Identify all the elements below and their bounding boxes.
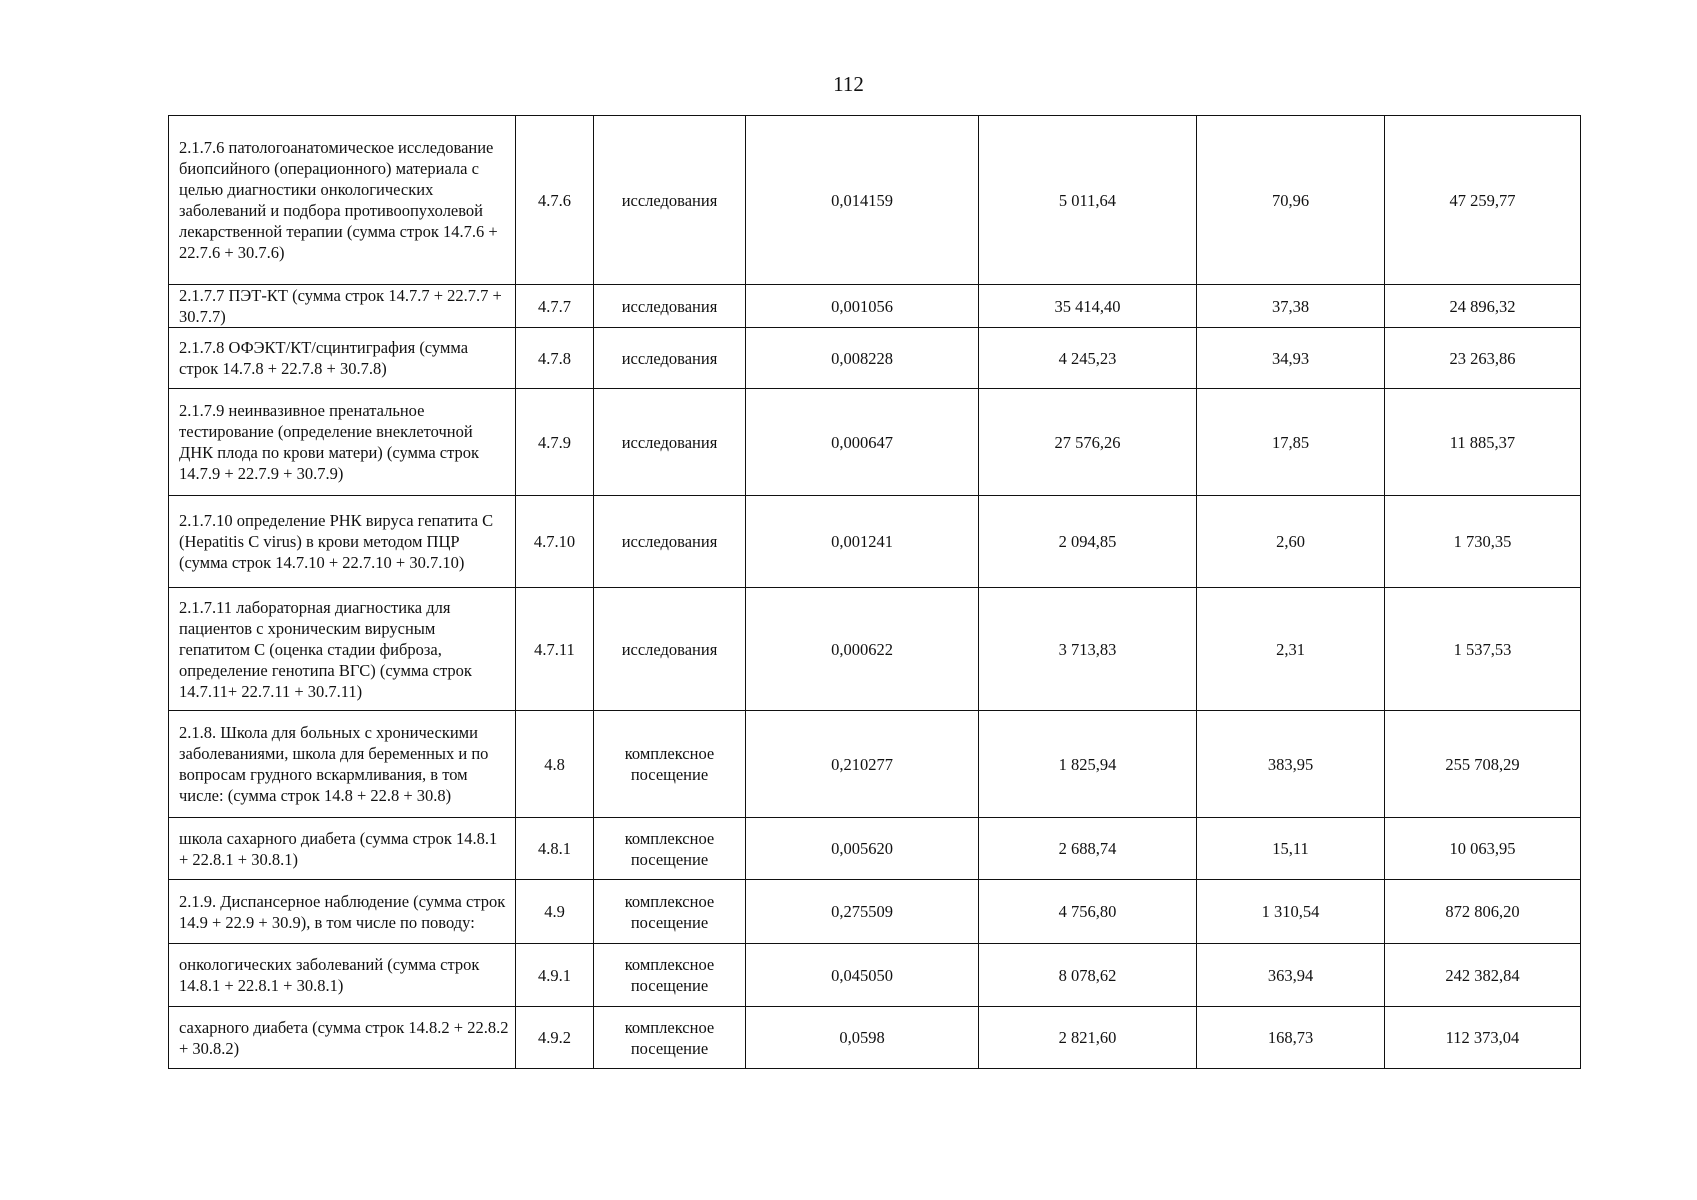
table-row — [169, 116, 1581, 285]
row-line-number: 4.7.8 — [516, 328, 594, 389]
row-norm: 0,014159 — [746, 116, 979, 285]
row-description: 2.1.7.7 ПЭТ-КТ (сумма строк 14.7.7 + 22.7.7 + 30.7.7) — [169, 285, 516, 328]
row-total: 112 373,04 — [1385, 1007, 1581, 1069]
row-cost: 3 713,83 — [979, 588, 1197, 711]
row-line-number: 4.9 — [516, 880, 594, 944]
table-row — [169, 389, 1581, 496]
row-unit-line-2: посещение — [630, 765, 709, 784]
row-total: 24 896,32 — [1385, 285, 1581, 328]
row-unit — [594, 711, 746, 818]
row-per-capita: 37,38 — [1197, 285, 1385, 328]
row-per-capita: 2,31 — [1197, 588, 1385, 711]
row-unit-line-2: посещение — [630, 849, 709, 869]
row-line-number: 4.8.1 — [516, 818, 594, 880]
row-description: 2.1.7.11 лабораторная диагностика для пациентов с хроническим вирусным гепатитом С (оценка стадии фиброза, определение генотипа ВГС) (сумма строк 14.7.11+ 22.7.11 + 30.7.11) — [169, 588, 516, 711]
row-unit: исследования — [594, 328, 746, 389]
row-unit — [594, 944, 746, 1007]
row-line-number: 4.9.1 — [516, 944, 594, 1007]
row-line-number: 4.7.7 — [516, 285, 594, 328]
row-cost: 4 756,80 — [979, 880, 1197, 944]
row-unit-line-1: комплексное — [624, 955, 715, 974]
row-cost: 8 078,62 — [979, 944, 1197, 1007]
row-norm: 0,0598 — [746, 1007, 979, 1069]
row-line-number: 4.7.6 — [516, 116, 594, 285]
row-unit — [594, 818, 746, 880]
table-row — [169, 880, 1581, 944]
row-norm: 0,275509 — [746, 880, 979, 944]
row-line-number: 4.7.10 — [516, 496, 594, 588]
row-line-number: 4.7.9 — [516, 389, 594, 496]
row-cost: 35 414,40 — [979, 285, 1197, 328]
row-description: 2.1.8. Школа для больных с хроническими заболеваниями, школа для беременных и по вопросам грудного вскармливания, в том числе: (сумма строк 14.8 + 22.8 + 30.8) — [169, 711, 516, 818]
table-row — [169, 285, 1581, 328]
row-unit-line-1: комплексное — [624, 891, 715, 911]
row-norm: 0,000647 — [746, 389, 979, 496]
row-per-capita: 15,11 — [1197, 818, 1385, 880]
row-total: 255 708,29 — [1385, 711, 1581, 818]
row-per-capita: 70,96 — [1197, 116, 1385, 285]
row-description: 2.1.7.9 неинвазивное пренатальное тестирование (определение внеклеточной ДНК плода по крови матери) (сумма строк 14.7.9 + 22.7.9 + 30.7.9) — [169, 389, 516, 496]
row-line-number: 4.9.2 — [516, 1007, 594, 1069]
row-unit-line-2: посещение — [630, 912, 709, 932]
table-row — [169, 588, 1581, 711]
table-row — [169, 496, 1581, 588]
row-unit-line-1: комплексное — [624, 828, 715, 848]
row-total: 872 806,20 — [1385, 880, 1581, 944]
row-unit-line-1: комплексное — [624, 1017, 715, 1037]
table-row — [169, 944, 1581, 1007]
row-line-number: 4.8 — [516, 711, 594, 818]
data-table — [168, 115, 1581, 1069]
row-cost: 2 821,60 — [979, 1007, 1197, 1069]
table-row — [169, 711, 1581, 818]
row-description: 2.1.7.6 патологоанатомическое исследование биопсийного (операционного) материала с целью диагностики онкологических заболеваний и подбора противоопухолевой лекарственной терапии (сумма строк 14.7.6 + 22.7.6 + 30.7.6) — [169, 116, 516, 285]
row-per-capita: 17,85 — [1197, 389, 1385, 496]
row-unit-line-1: комплексное — [624, 744, 715, 763]
row-unit — [594, 880, 746, 944]
row-norm: 0,001056 — [746, 285, 979, 328]
row-norm: 0,005620 — [746, 818, 979, 880]
row-unit: исследования — [594, 588, 746, 711]
row-per-capita: 2,60 — [1197, 496, 1385, 588]
row-total: 1 537,53 — [1385, 588, 1581, 711]
row-total: 1 730,35 — [1385, 496, 1581, 588]
row-description: 2.1.9. Диспансерное наблюдение (сумма строк 14.9 + 22.9 + 30.9), в том числе по поводу: — [169, 880, 516, 944]
row-cost: 27 576,26 — [979, 389, 1197, 496]
row-line-number: 4.7.11 — [516, 588, 594, 711]
row-total: 23 263,86 — [1385, 328, 1581, 389]
row-unit-line-2: посещение — [630, 1038, 709, 1058]
table-row — [169, 818, 1581, 880]
row-per-capita: 168,73 — [1197, 1007, 1385, 1069]
row-norm: 0,001241 — [746, 496, 979, 588]
row-norm: 0,008228 — [746, 328, 979, 389]
row-per-capita: 34,93 — [1197, 328, 1385, 389]
row-unit: исследования — [594, 389, 746, 496]
row-cost: 1 825,94 — [979, 711, 1197, 818]
table-row — [169, 328, 1581, 389]
row-total: 10 063,95 — [1385, 818, 1581, 880]
row-unit: исследования — [594, 116, 746, 285]
row-unit: исследования — [594, 496, 746, 588]
row-total: 11 885,37 — [1385, 389, 1581, 496]
row-cost: 2 688,74 — [979, 818, 1197, 880]
row-norm: 0,210277 — [746, 711, 979, 818]
row-per-capita: 363,94 — [1197, 944, 1385, 1007]
table-row — [169, 1007, 1581, 1069]
row-unit-line-2: посещение — [630, 976, 709, 995]
row-description: сахарного диабета (сумма строк 14.8.2 + 22.8.2 + 30.8.2) — [169, 1007, 516, 1069]
row-unit — [594, 1007, 746, 1069]
row-total: 242 382,84 — [1385, 944, 1581, 1007]
row-total: 47 259,77 — [1385, 116, 1581, 285]
row-description: школа сахарного диабета (сумма строк 14.8.1 + 22.8.1 + 30.8.1) — [169, 818, 516, 880]
row-cost: 4 245,23 — [979, 328, 1197, 389]
row-norm: 0,045050 — [746, 944, 979, 1007]
row-description: онкологических заболеваний (сумма строк 14.8.1 + 22.8.1 + 30.8.1) — [169, 944, 516, 1007]
row-cost: 5 011,64 — [979, 116, 1197, 285]
row-per-capita: 1 310,54 — [1197, 880, 1385, 944]
row-norm: 0,000622 — [746, 588, 979, 711]
row-description: 2.1.7.10 определение РНК вируса гепатита С (Hepatitis C virus) в крови методом ПЦР (сумма строк 14.7.10 + 22.7.10 + 30.7.10) — [169, 496, 516, 588]
row-description: 2.1.7.8 ОФЭКТ/КТ/сцинтиграфия (сумма строк 14.7.8 + 22.7.8 + 30.7.8) — [169, 328, 516, 389]
row-cost: 2 094,85 — [979, 496, 1197, 588]
row-per-capita: 383,95 — [1197, 711, 1385, 818]
row-unit: исследования — [594, 285, 746, 328]
page-number: 112 — [833, 72, 864, 96]
